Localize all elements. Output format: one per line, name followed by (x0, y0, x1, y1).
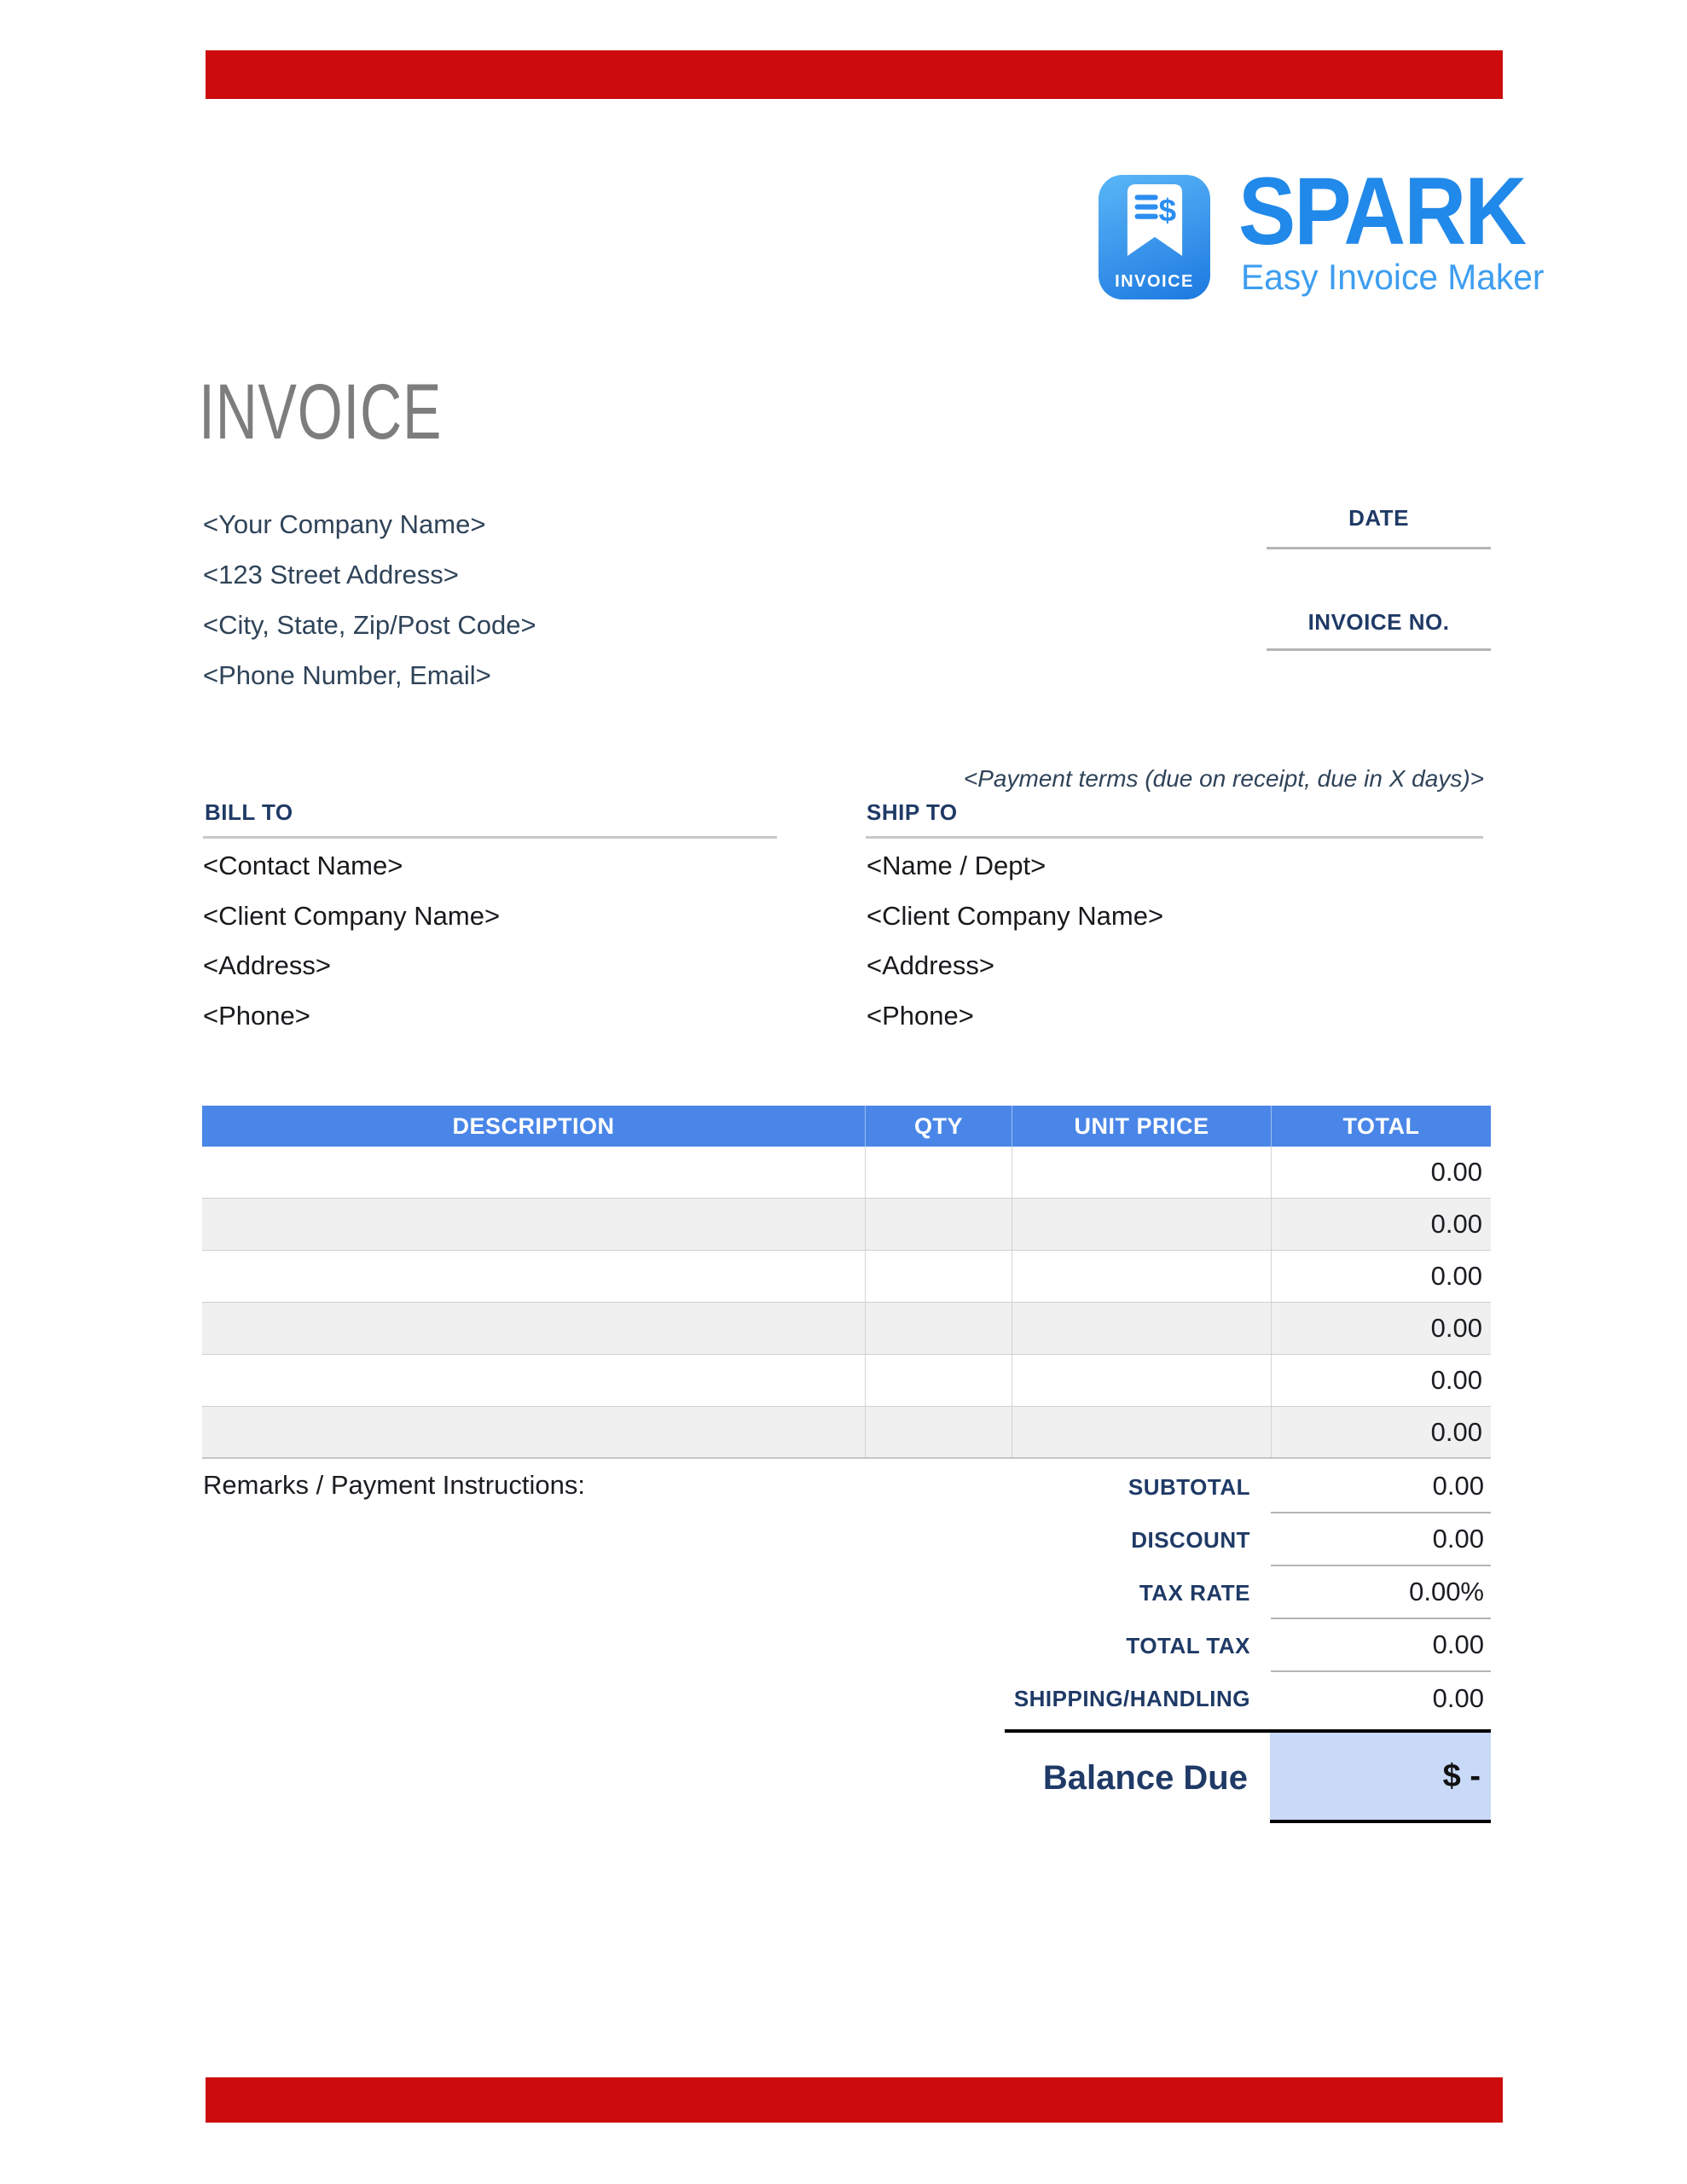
subtotal-value: 0.00 (1271, 1461, 1491, 1513)
balance-due-row (1005, 1729, 1491, 1823)
ship-to-company: <Client Company Name> (867, 900, 1164, 931)
line-items-table (202, 1106, 1491, 1459)
unit-price-cell (1012, 1407, 1271, 1457)
table-row (202, 1303, 1491, 1355)
header-unit-price: UNIT PRICE (1012, 1106, 1271, 1147)
bill-to-label: BILL TO (205, 799, 293, 825)
unit-price-cell (1012, 1199, 1271, 1250)
total-cell: 0.00 (1271, 1303, 1491, 1354)
invoice-no-underline (1267, 648, 1491, 651)
date-label: DATE (1348, 505, 1409, 531)
bill-to-phone: <Phone> (203, 1000, 310, 1031)
total-cell: 0.00 (1271, 1251, 1491, 1302)
header-description: DESCRIPTION (452, 1112, 615, 1139)
remarks-label: Remarks / Payment Instructions: (203, 1470, 585, 1500)
balance-due-value: $ - (1270, 1733, 1491, 1823)
bill-to-address: <Address> (203, 950, 331, 981)
qty-cell (865, 1407, 1012, 1457)
ship-to-block (867, 841, 1163, 1041)
qty-cell (865, 1147, 1012, 1198)
shipping-label: SHIPPING/HANDLING (1013, 1685, 1250, 1711)
date-underline (1267, 547, 1491, 549)
bill-to-block (203, 841, 500, 1041)
discount-value: 0.00 (1271, 1513, 1491, 1566)
total-cell: 0.00 (1271, 1199, 1491, 1250)
tax-rate-label: TAX RATE (1139, 1579, 1250, 1606)
description-cell (202, 1407, 865, 1457)
table-row (202, 1355, 1491, 1407)
subtotal-label: SUBTOTAL (1128, 1473, 1250, 1500)
balance-due-label: Balance Due (1042, 1758, 1248, 1797)
table-row (202, 1251, 1491, 1303)
description-cell (202, 1303, 865, 1354)
header-qty: QTY (865, 1106, 1012, 1147)
brand-tagline: Easy Invoice Maker (1241, 257, 1545, 297)
description-cell (202, 1355, 865, 1406)
company-info (203, 499, 536, 700)
description-cell (202, 1251, 865, 1302)
ship-to-underline (866, 836, 1483, 839)
svg-text:$: $ (1158, 192, 1177, 229)
ship-to-name: <Name / Dept> (867, 851, 1046, 881)
bottom-accent-bar (206, 2077, 1503, 2123)
total-cell: 0.00 (1271, 1407, 1491, 1457)
table-header-row (202, 1106, 1491, 1147)
totals-section (768, 1461, 1491, 1725)
table-row (202, 1407, 1491, 1459)
tax-rate-row (768, 1566, 1491, 1619)
subtotal-row (768, 1461, 1491, 1513)
unit-price-cell (1012, 1251, 1271, 1302)
total-cell: 0.00 (1271, 1355, 1491, 1406)
table-row (202, 1199, 1491, 1251)
receipt-icon (1127, 184, 1183, 256)
total-cell: 0.00 (1271, 1147, 1491, 1198)
total-tax-label: TOTAL TAX (1126, 1632, 1250, 1658)
company-city: <City, State, Zip/Post Code> (203, 609, 536, 640)
unit-price-cell (1012, 1303, 1271, 1354)
qty-cell (865, 1355, 1012, 1406)
bill-to-company: <Client Company Name> (203, 900, 501, 931)
ship-to-address: <Address> (867, 950, 994, 981)
bill-to-underline (203, 836, 777, 839)
total-tax-row (768, 1619, 1491, 1672)
invoice-no-label: INVOICE NO. (1307, 609, 1450, 635)
top-accent-bar (206, 50, 1503, 99)
unit-price-cell (1012, 1147, 1271, 1198)
qty-cell (865, 1251, 1012, 1302)
shipping-value: 0.00 (1432, 1683, 1484, 1713)
discount-row (768, 1513, 1491, 1566)
company-contact: <Phone Number, Email> (203, 659, 491, 690)
ship-to-phone: <Phone> (867, 1000, 974, 1031)
company-name: <Your Company Name> (203, 508, 486, 539)
table-row (202, 1147, 1491, 1199)
description-cell (202, 1147, 865, 1198)
qty-cell (865, 1303, 1012, 1354)
page-title: INVOICE (199, 369, 443, 456)
unit-price-cell (1012, 1355, 1271, 1406)
total-tax-value: 0.00 (1271, 1619, 1491, 1672)
header-total: TOTAL (1271, 1106, 1491, 1147)
bill-to-contact: <Contact Name> (203, 851, 403, 881)
logo-icon-label: INVOICE (1115, 272, 1194, 291)
description-cell (202, 1199, 865, 1250)
tax-rate-value: 0.00% (1271, 1566, 1491, 1619)
shipping-row (768, 1672, 1491, 1725)
discount-label: DISCOUNT (1131, 1526, 1250, 1553)
ship-to-label: SHIP TO (867, 799, 958, 825)
qty-cell (865, 1199, 1012, 1250)
company-street: <123 Street Address> (203, 559, 459, 590)
brand-name: SPARK (1238, 158, 1526, 264)
payment-terms: <Payment terms (due on receipt, due in X days)> (963, 765, 1484, 792)
invoice-app-icon (1099, 175, 1210, 299)
